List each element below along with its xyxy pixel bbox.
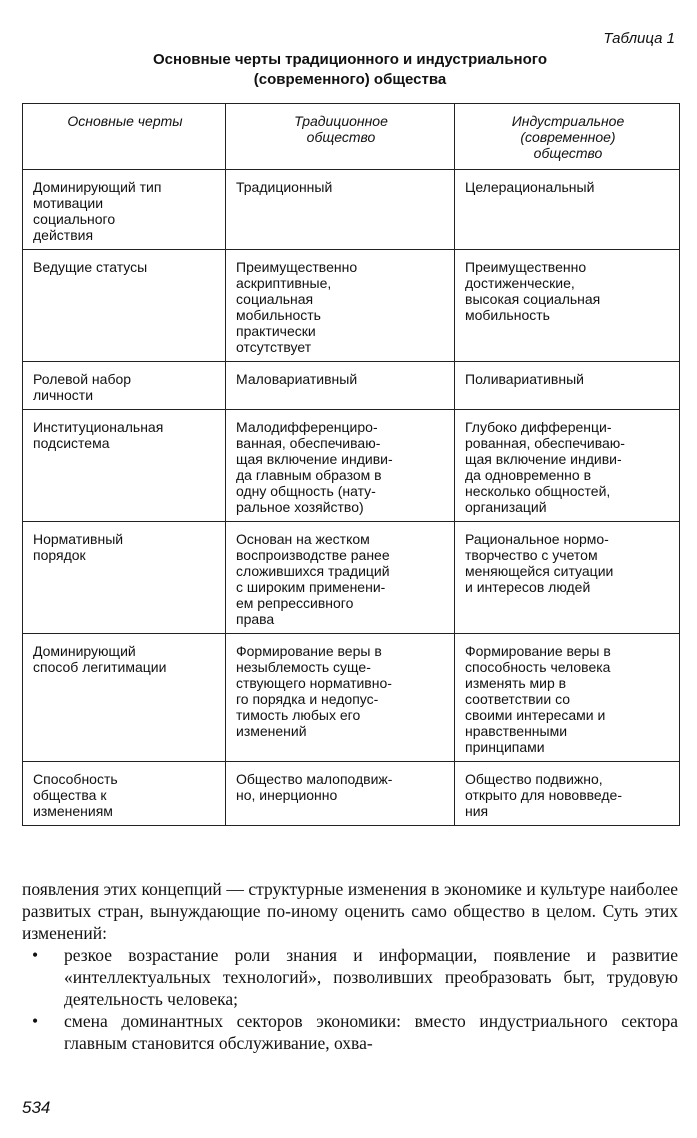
- table-cell: Поливариативный: [455, 362, 680, 410]
- table-title-line-2: (современного) общества: [253, 71, 447, 88]
- table-cell: Ведущие статусы: [23, 250, 226, 362]
- table-cell: Малодифференциро- ванная, обеспечиваю- щая включение индиви- да главным образом в одну общность (нату- ральное хозяйство): [226, 410, 455, 522]
- table-row: [23, 634, 680, 762]
- column-header-industrial: Индустриальное (современное) общество: [455, 104, 680, 170]
- table-cell: Доминирующий способ легитимации: [23, 634, 226, 762]
- table-header-row: [23, 104, 680, 170]
- body-text: [22, 878, 678, 1054]
- table-cell: Преимущественно достиженческие, высокая социальная мобильность: [455, 250, 680, 362]
- table-title-line-1: Основные черты традиционного и индустриального: [153, 51, 547, 68]
- list-item: [22, 944, 678, 1010]
- table-cell: Основан на жестком воспроизводстве ранее сложившихся традиций с широким применени- ем репрессивного права: [226, 522, 455, 634]
- body-paragraph: появления этих концепций — структурные изменения в экономике и культуре наиболее развитых стран, вынуждающие по-иному оценить само общество в целом. Суть этих изменений:: [22, 879, 678, 943]
- bullet-icon: •: [32, 945, 39, 965]
- table-row: [23, 410, 680, 522]
- table-cell: Маловариативный: [226, 362, 455, 410]
- page-number: 534: [22, 1098, 51, 1117]
- table-cell: Рациональное нормо- творчество с учетом меняющейся ситуации и интересов людей: [455, 522, 680, 634]
- table-row: [23, 362, 680, 410]
- table-cell: Доминирующий тип мотивации социального действия: [23, 170, 226, 250]
- list-item: [22, 1010, 678, 1054]
- table-row: [23, 170, 680, 250]
- column-header-traditional: Традиционное общество: [226, 104, 455, 170]
- table-cell: Формирование веры в способность человека изменять мир в соответствии со своими интересами и нравственными принципами: [455, 634, 680, 762]
- table-cell: Целерациональный: [455, 170, 680, 250]
- table-cell: Способность общества к изменениям: [23, 762, 226, 826]
- table-cell: Традиционный: [226, 170, 455, 250]
- table-cell: Формирование веры в незыблемость суще- ствующего нормативно- го порядка и недопус- тимость любых его изменений: [226, 634, 455, 762]
- table-cell: Глубоко дифференци- рованная, обеспечиваю- щая включение индиви- да одновременно в несколько общностей, организаций: [455, 410, 680, 522]
- table-number-label: Таблица 1: [603, 30, 675, 47]
- table-cell: Ролевой набор личности: [23, 362, 226, 410]
- table-cell: Общество подвижно, открыто для нововведе- ния: [455, 762, 680, 826]
- bullet-icon: •: [32, 1011, 39, 1031]
- table-row: [23, 522, 680, 634]
- table-cell: Общество малоподвиж- но, инерционно: [226, 762, 455, 826]
- table-title: [60, 50, 640, 90]
- list-item-text: резкое возрастание роли знания и информации, появление и развитие «интеллектуальных технологий», позволивших преобразовать быт, трудовую деятельность человека;: [64, 945, 678, 1009]
- column-header-traits: Основные черты: [23, 104, 226, 170]
- table-cell: Преимущественно аскриптивные, социальная мобильность практически отсутствует: [226, 250, 455, 362]
- comparison-table: [22, 103, 680, 826]
- list-item-text: смена доминантных секторов экономики: вместо индустриального сектора главным становится обслуживание, охва-: [64, 1011, 678, 1053]
- table-row: [23, 250, 680, 362]
- bullet-list: [22, 944, 678, 1054]
- table-cell: Нормативный порядок: [23, 522, 226, 634]
- table-row: [23, 762, 680, 826]
- table-cell: Институциональная подсистема: [23, 410, 226, 522]
